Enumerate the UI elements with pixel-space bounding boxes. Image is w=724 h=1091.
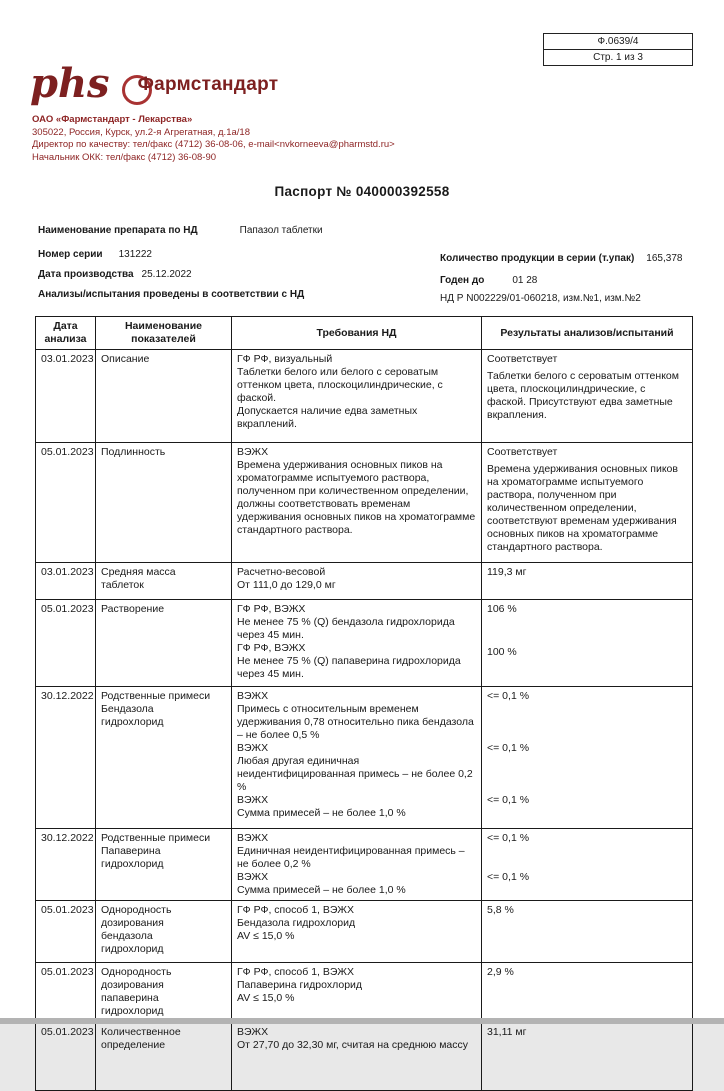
form-code-box bbox=[543, 33, 693, 66]
form-code: Ф.0639/4 bbox=[544, 34, 692, 50]
field-production-date bbox=[38, 268, 192, 281]
series-quantity-value: 165,378 bbox=[646, 253, 683, 264]
requirement-line: AV ≤ 15,0 % bbox=[237, 992, 295, 1004]
requirement-line: ВЭЖХ bbox=[237, 1026, 269, 1038]
production-date-label: Дата производства bbox=[38, 269, 134, 280]
cell-analysis-results bbox=[482, 563, 693, 600]
cell-indicator-name bbox=[96, 829, 232, 901]
cell-analysis-date bbox=[36, 350, 96, 443]
requirement-line: Таблетки белого или белого с сероватым оттенком цвета, плоскоцилиндрические, с фаской. bbox=[237, 366, 443, 404]
cell-analysis-results bbox=[482, 687, 693, 829]
series-number-value: 131222 bbox=[118, 249, 152, 260]
field-expiry-date bbox=[440, 274, 537, 287]
logo-wordmark: Фармстандарт bbox=[137, 74, 279, 95]
table-row bbox=[36, 687, 693, 829]
page-number: Стр. 1 из 3 bbox=[593, 52, 643, 63]
requirement-line: Единичная неидентифицированная примесь – не более 0,2 % bbox=[237, 845, 465, 870]
requirement-line: ГФ РФ, ВЭЖХ bbox=[237, 603, 306, 615]
requirement-line: ВЭЖХ bbox=[237, 742, 269, 754]
cell-nd-requirements bbox=[232, 901, 482, 963]
table-row bbox=[36, 963, 693, 1023]
series-number-label: Номер серии bbox=[38, 249, 103, 260]
analysis-date: 30.12.2022 bbox=[41, 832, 94, 844]
cell-analysis-date bbox=[36, 687, 96, 829]
header-indicator-name: Наименование показателей bbox=[96, 317, 232, 350]
indicator-line: Бендазола bbox=[101, 703, 154, 715]
indicator-line: Папаверина bbox=[101, 845, 161, 857]
result-line: Соответствует bbox=[487, 353, 558, 365]
requirement-line: ВЭЖХ bbox=[237, 832, 269, 844]
document-title: Паспорт № 040000392558 bbox=[274, 184, 450, 199]
cell-analysis-results bbox=[482, 443, 693, 563]
requirement-line: Времена удерживания основных пиков на хроматограмме испытуемого раствора, полученном при количественном определении, должны соответствовать временам удерживания основных пиков на хроматограмме стандартного раствора. bbox=[237, 459, 476, 536]
requirement-line: Не менее 75 % (Q) папаверина гидрохлорида через 45 мин. bbox=[237, 655, 461, 680]
table-row bbox=[36, 350, 693, 443]
field-conformance-note bbox=[38, 288, 304, 301]
cell-indicator-name bbox=[96, 563, 232, 600]
requirement-line: ВЭЖХ bbox=[237, 871, 269, 883]
cell-analysis-results bbox=[482, 829, 693, 901]
indicator-line: Средняя масса bbox=[101, 566, 176, 578]
analysis-date: 03.01.2023 bbox=[41, 566, 94, 578]
cell-analysis-date bbox=[36, 600, 96, 687]
logo-phs-text: phs bbox=[30, 60, 110, 107]
header-analysis-results: Результаты анализов/испытаний bbox=[482, 317, 693, 350]
company-logo bbox=[30, 62, 278, 110]
result-line: 2,9 % bbox=[487, 966, 514, 978]
indicator-line: Растворение bbox=[101, 603, 165, 615]
requirement-line: ГФ РФ, визуальный bbox=[237, 353, 333, 365]
indicator-line: Количественное bbox=[101, 1026, 181, 1038]
indicator-line: гидрохлорид bbox=[101, 943, 164, 955]
indicator-line: Однородность bbox=[101, 966, 172, 978]
conformance-note-label: Анализы/испытания проведены в соответствии с НД bbox=[38, 289, 305, 300]
result-line: 106 % bbox=[487, 603, 517, 615]
product-name-label: Наименование препарата по НД bbox=[38, 225, 198, 236]
indicator-line: гидрохлорид bbox=[101, 1005, 164, 1017]
header-nd-requirements: Требования НД bbox=[232, 317, 482, 350]
indicator-line: таблеток bbox=[101, 579, 144, 591]
indicator-line: гидрохлорид bbox=[101, 858, 164, 870]
analysis-date: 05.01.2023 bbox=[41, 904, 94, 916]
result-line: <= 0,1 % bbox=[487, 742, 530, 754]
requirement-line: Примесь с относительным временем удерживания 0,78 относительно пика бендазола – не более 0,5 % bbox=[237, 703, 474, 741]
nd-reference-value: НД Р N002229/01-060218, изм.№1, изм.№2 bbox=[440, 293, 641, 304]
cell-nd-requirements bbox=[232, 687, 482, 829]
result-line: 100 % bbox=[487, 646, 517, 658]
product-name-value: Папазол таблетки bbox=[239, 225, 323, 236]
header-analysis-date: Дата анализа bbox=[36, 317, 96, 350]
cell-analysis-results bbox=[482, 1023, 693, 1091]
requirement-line: ГФ РФ, способ 1, ВЭЖХ bbox=[237, 904, 354, 916]
indicator-line: гидрохлорид bbox=[101, 716, 164, 728]
analysis-date: 05.01.2023 bbox=[41, 603, 94, 615]
result-line: <= 0,1 % bbox=[487, 832, 530, 844]
field-series-quantity bbox=[440, 252, 682, 265]
result-line: 119,3 мг bbox=[487, 566, 527, 578]
company-okk-contact: Начальник ОКК: тел/факс (4712) 36-08-90 bbox=[32, 151, 217, 163]
cell-indicator-name bbox=[96, 443, 232, 563]
analysis-date: 05.01.2023 bbox=[41, 966, 94, 978]
cell-indicator-name bbox=[96, 1023, 232, 1091]
result-line: Таблетки белого с сероватым оттенком цвета, плоскоцилиндрические, с фаской. Присутствуют едва заметные вкрапления. bbox=[487, 370, 679, 421]
cell-analysis-results bbox=[482, 901, 693, 963]
cell-indicator-name bbox=[96, 350, 232, 443]
table-row bbox=[36, 563, 693, 600]
table-row bbox=[36, 829, 693, 901]
cell-nd-requirements bbox=[232, 829, 482, 901]
analysis-date: 05.01.2023 bbox=[41, 446, 94, 458]
cell-nd-requirements bbox=[232, 443, 482, 563]
table-row bbox=[36, 443, 693, 563]
requirement-line: ГФ РФ, способ 1, ВЭЖХ bbox=[237, 966, 354, 978]
indicator-line: Родственные примеси bbox=[101, 832, 211, 844]
cell-analysis-date bbox=[36, 963, 96, 1023]
requirement-line: Любая другая единичная неидентифицированная примесь – не более 0,2 % bbox=[237, 755, 473, 793]
production-date-value: 25.12.2022 bbox=[141, 269, 192, 280]
cell-analysis-date bbox=[36, 563, 96, 600]
cell-analysis-results bbox=[482, 963, 693, 1023]
requirement-line: От 27,70 до 32,30 мг, считая на среднюю массу bbox=[237, 1039, 469, 1051]
result-line: 31,11 мг bbox=[487, 1026, 527, 1038]
cell-nd-requirements bbox=[232, 1023, 482, 1091]
result-line: 5,8 % bbox=[487, 904, 514, 916]
requirement-line: ВЭЖХ bbox=[237, 690, 269, 702]
requirement-line: Бендазола гидрохлорид bbox=[237, 917, 356, 929]
indicator-line: дозирования bbox=[101, 917, 164, 929]
analysis-date: 03.01.2023 bbox=[41, 353, 94, 365]
cell-indicator-name bbox=[96, 963, 232, 1023]
table-row bbox=[36, 901, 693, 963]
requirement-line: ГФ РФ, ВЭЖХ bbox=[237, 642, 306, 654]
requirement-line: ВЭЖХ bbox=[237, 446, 269, 458]
requirement-line: ВЭЖХ bbox=[237, 794, 269, 806]
requirement-line: AV ≤ 15,0 % bbox=[237, 930, 295, 942]
company-info bbox=[32, 114, 395, 164]
cell-indicator-name bbox=[96, 901, 232, 963]
indicator-line: определение bbox=[101, 1039, 166, 1051]
cell-analysis-results bbox=[482, 350, 693, 443]
company-name: ОАО «Фармстандарт - Лекарства» bbox=[32, 114, 193, 125]
cell-analysis-results bbox=[482, 600, 693, 687]
result-line: Времена удерживания основных пиков на хроматограмме испытуемого раствора, полученном при количественном определении, соответствуют временам удерживания основных пиков на хроматограмме стандартного раствора. bbox=[487, 463, 678, 553]
expiry-date-value: 01 28 bbox=[512, 275, 538, 286]
result-line: <= 0,1 % bbox=[487, 794, 530, 806]
requirement-line: Не менее 75 % (Q) бендазола гидрохлорида через 45 мин. bbox=[237, 616, 455, 641]
requirement-line: Допускается наличие едва заметных вкраплений. bbox=[237, 405, 418, 430]
scan-edge-bottom bbox=[0, 1018, 724, 1024]
table-header-row bbox=[36, 317, 693, 350]
indicator-line: дозирования bbox=[101, 979, 164, 991]
cell-analysis-date bbox=[36, 443, 96, 563]
result-line: Соответствует bbox=[487, 446, 558, 458]
requirement-line: Сумма примесей – не более 1,0 % bbox=[237, 884, 406, 896]
analysis-results-table bbox=[35, 316, 693, 1091]
cell-nd-requirements bbox=[232, 600, 482, 687]
requirement-line: От 111,0 до 129,0 мг bbox=[237, 579, 336, 591]
requirement-line: Сумма примесей – не более 1,0 % bbox=[237, 807, 406, 819]
cell-analysis-date bbox=[36, 901, 96, 963]
indicator-line: Описание bbox=[101, 353, 150, 365]
table-row bbox=[36, 600, 693, 687]
company-address: 305022, Россия, Курск, ул.2-я Агрегатная, д.1а/18 bbox=[32, 126, 250, 138]
company-quality-director-contact: Директор по качеству: тел/факс (4712) 36-08-06, e-mail<nvkorneeva@pharmstd.ru> bbox=[32, 139, 395, 150]
analysis-date: 30.12.2022 bbox=[41, 690, 94, 702]
indicator-line: папаверина bbox=[101, 992, 159, 1004]
result-line: <= 0,1 % bbox=[487, 871, 530, 883]
cell-nd-requirements bbox=[232, 963, 482, 1023]
cell-indicator-name bbox=[96, 600, 232, 687]
indicator-line: бендазола bbox=[101, 930, 153, 942]
indicator-line: Однородность bbox=[101, 904, 172, 916]
expiry-date-label: Годен до bbox=[440, 275, 485, 286]
cell-analysis-date bbox=[36, 1023, 96, 1091]
table-row bbox=[36, 1023, 693, 1091]
analysis-date: 05.01.2023 bbox=[41, 1026, 94, 1038]
requirement-line: Папаверина гидрохлорид bbox=[237, 979, 363, 991]
field-nd-reference bbox=[440, 292, 641, 305]
series-quantity-label: Количество продукции в серии (т.упак) bbox=[440, 253, 635, 264]
cell-indicator-name bbox=[96, 687, 232, 829]
field-product-name bbox=[38, 224, 323, 237]
indicator-line: Подлинность bbox=[101, 446, 166, 458]
requirement-line: Расчетно-весовой bbox=[237, 566, 326, 578]
result-line: <= 0,1 % bbox=[487, 690, 530, 702]
indicator-line: Родственные примеси bbox=[101, 690, 211, 702]
cell-nd-requirements bbox=[232, 563, 482, 600]
cell-analysis-date bbox=[36, 829, 96, 901]
field-series-number bbox=[38, 248, 152, 261]
cell-nd-requirements bbox=[232, 350, 482, 443]
